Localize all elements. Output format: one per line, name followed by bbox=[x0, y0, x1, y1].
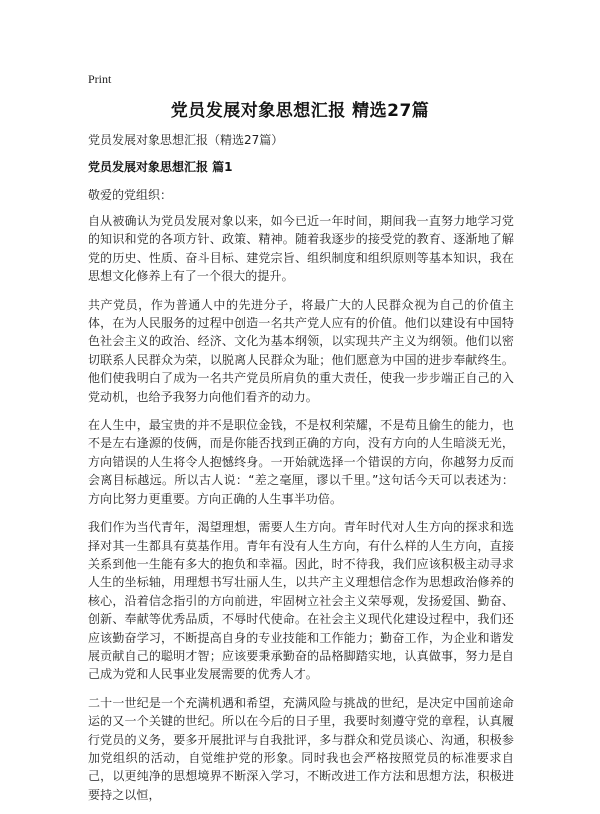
document-subtitle: 党员发展对象思想汇报（精选27篇） bbox=[88, 133, 284, 147]
document-body bbox=[88, 212, 514, 814]
paragraph: 在人生中，最宝贵的并不是职位金钱，不是权利荣耀，不是苟且偷生的能力，也不是左右逢源的伎俩，而是你能否找到正确的方向，没有方向的人生暗淡无光，方向错误的人生将令人抱憾终身。一开始就选择一个错误的方向，你越努力反而会离目标越远。所以古人说：“差之毫厘，谬以千里。”这句话今天可以表述为：方向比努力更重要。方向正确的人生事半功倍。 bbox=[88, 418, 514, 506]
section-heading: 党员发展对象思想汇报 篇1 bbox=[88, 160, 233, 174]
paragraph: 自从被确认为党员发展对象以来，如今已近一年时间，期间我一直努力地学习党的知识和党的各项方针、政策、精神。随着我逐步的接受党的教育、逐渐地了解党的历史、性质、奋斗目标、建党宗旨、组织制度和组织原则等基本知识，我在思想文化修养上有了一个很大的提升。 bbox=[88, 214, 514, 284]
salutation: 敬爱的党组织： bbox=[88, 188, 173, 202]
paragraph: 我们作为当代青年，渴望理想，需要人生方向。青年时代对人生方向的探求和选择对其一生都具有莫基作用。青年有没有人生方向，有什么样的人生方向，直接关系到他一生能有多大的抱负和幸福。因此，时不待我，我们应该积极主动寻求人生的坐标轴，用理想书写壮丽人生，以共产主义理想信念作为思想政治修养的核心，沿着信念指引的方向前进，牢固树立社会主义荣辱观，发扬爱国、勤奋、创新、奉献等优秀品质，不辱时代使命。在社会主义现代化建设过程中，我们还应该勤奋学习，不断提高自身的专业技能和工作能力；勤奋工作，为企业和谐发展贡献自己的聪明才智；应该要秉承勤奋的品格脚踏实地，认真做事，努力是自己成为党和人民事业发展需要的优秀人才。 bbox=[88, 520, 514, 682]
page-title: 党员发展对象思想汇报 精选27篇 bbox=[170, 101, 430, 121]
paragraph: 共产党员，作为普通人中的先进分子，将最广大的人民群众视为自己的价值主体，在为人民服务的过程中创造一名共产党人应有的价值。他们以建设有中国特色社会主义的政治、经济、文化为基本纲领，以实现共产主义为纲领。他们以密切联系人民群众为荣，以脱离人民群众为耻；他们愿意为中国的进步奉献终生。他们使我明白了成为一名共产党员所肩负的重大责任，使我一步步端正自己的入党动机，也给予我努力向他们看齐的动力。 bbox=[88, 297, 514, 404]
print-link[interactable]: Print bbox=[88, 72, 112, 86]
paragraph: 二十一世纪是一个充满机遇和希望，充满风险与挑战的世纪，是决定中国前途命运的又一个关键的世纪。所以在今后的日子里，我要时刻遵守党的章程，认真履行党员的义务，要多开展批评与自我批评，多与群众和党员谈心、沟通，积极参加党组织的活动，自觉维护党的形象。同时我也会严格按照党员的标准要求自己，以更纯净的思想境界不断深入学习，不断改进工作方法和思想方法，积极进要持之以恒， bbox=[88, 695, 514, 802]
